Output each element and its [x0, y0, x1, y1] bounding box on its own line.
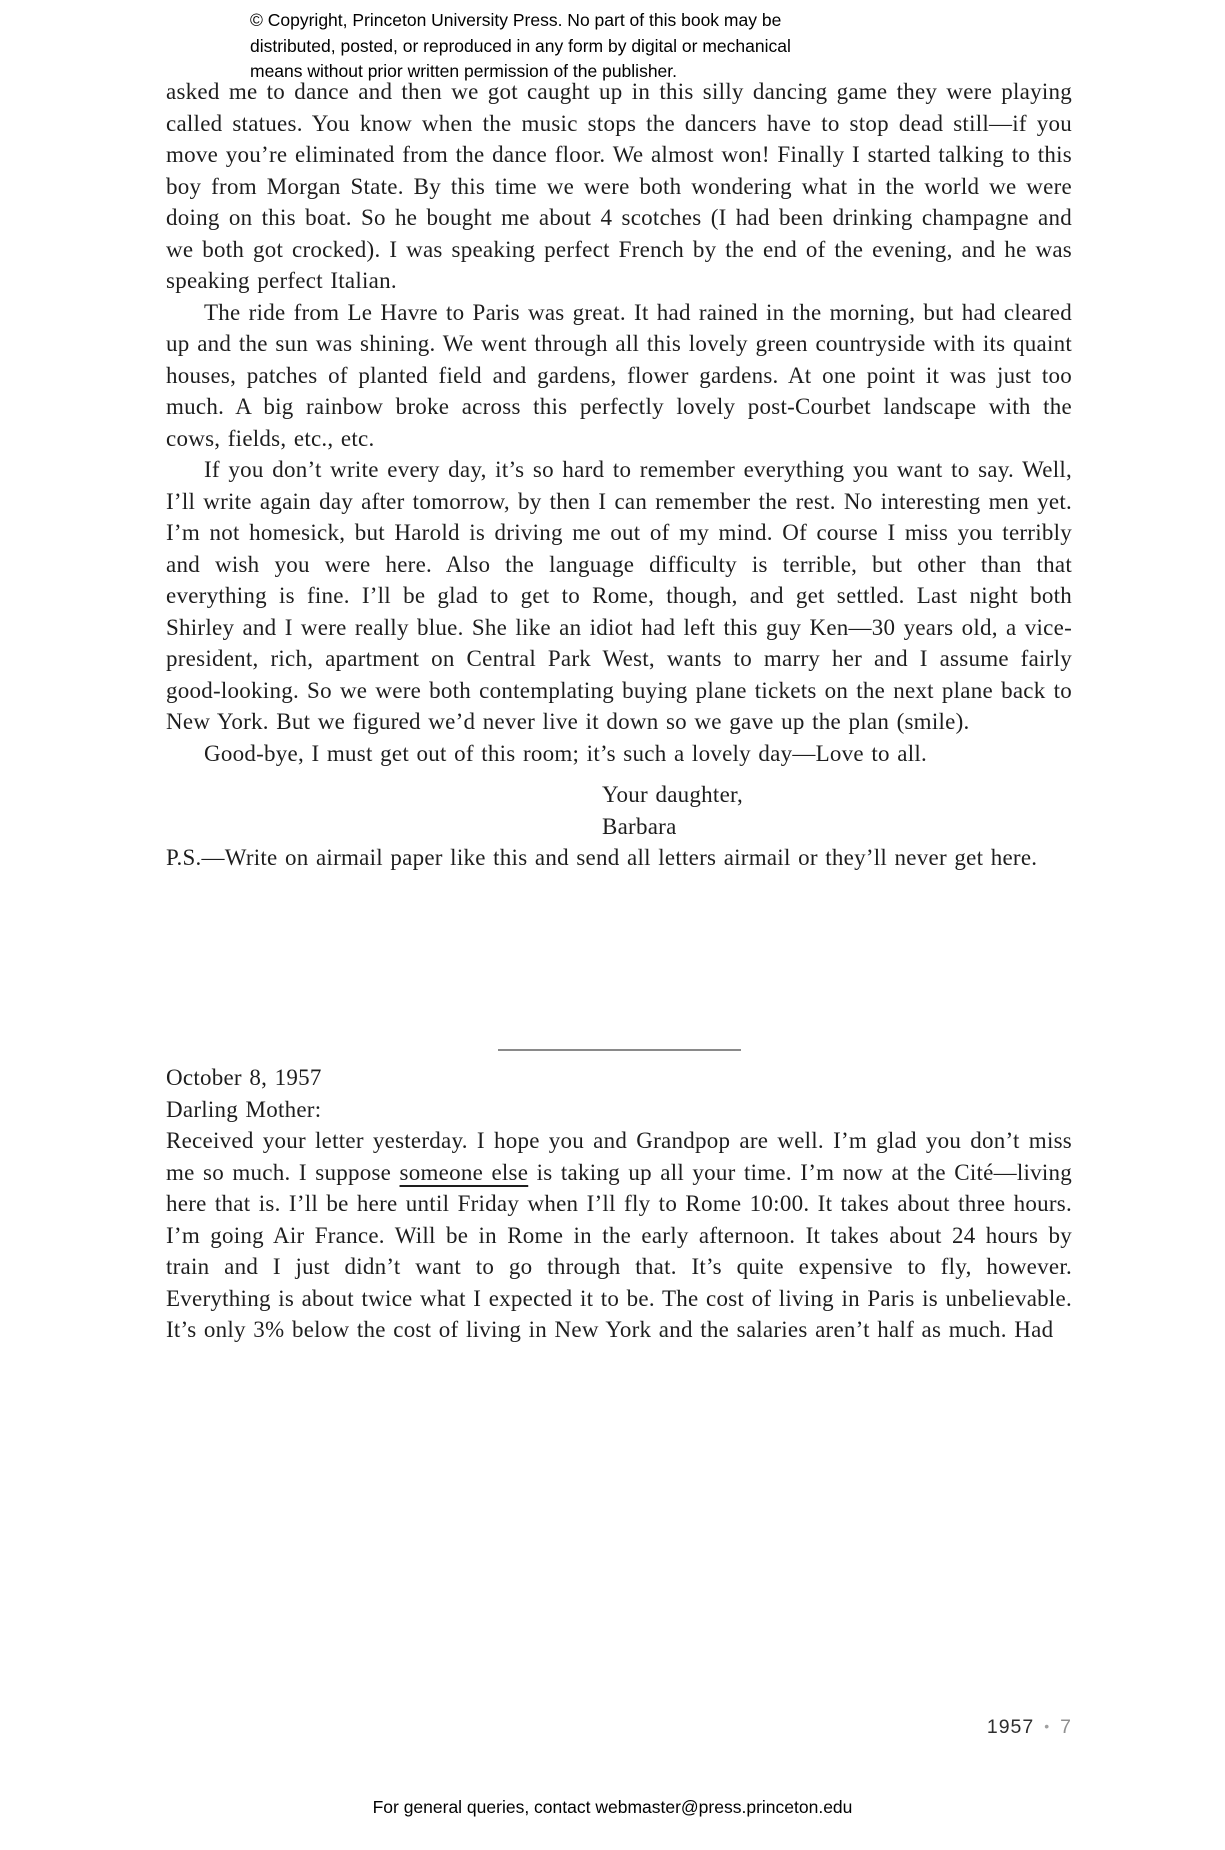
- letter-date: October 8, 1957: [166, 1065, 322, 1090]
- letter-text-column: [166, 76, 1072, 1346]
- signoff-line: Your daughter,: [602, 782, 744, 807]
- section-divider: [498, 1049, 741, 1051]
- letter-paragraph: Good-bye, I must get out of this room; it’s such a lovely day—Love to all.: [204, 740, 928, 766]
- postscript: P.S.—Write on airmail paper like this and send all letters airmail or they’ll never get here.: [166, 845, 1038, 870]
- copyright-line: © Copyright, Princeton University Press. No part of this book may be: [250, 10, 782, 30]
- letter-salutation: Darling Mother:: [166, 1096, 322, 1122]
- general-queries-line: For general queries, contact webmaster@press.princeton.edu: [372, 1797, 853, 1817]
- letter-paragraph: asked me to dance and then we got caught up in this silly dancing game they were playing called statues. You know when the music stops the dancers have to stop dead still—if you move you’re eliminated from the dance floor. We almost won! Finally I started talking to this boy from Morgan State. By this time we were both wondering what in the world we were doing on this boat. So he bought me about 4 scotches (I had been drinking champagne and we both got crocked). I was speaking perfect French by the end of the evening, and he was speaking perfect Italian.: [166, 79, 1072, 293]
- letter-text-segment: is taking up all your time. I’m now at the Cité—living here that is. I’ll be here until Friday when I’ll fly to Rome 10:00. It takes about three hours. I’m going Air France. Will be in Rome in the early afternoon. It takes about 24 hours by train and I just didn’t want to go through that. It’s quite expensive to fly, however. Everything is about twice what I expected it to be. The cost of living in Paris is unbelievable. It’s only 3% below the cost of living in New York and the salaries aren’t half as much. Had: [166, 1159, 1073, 1342]
- signoff-name: Barbara: [602, 813, 677, 839]
- copyright-notice: [250, 8, 791, 85]
- letter-paragraph: [166, 1125, 1072, 1346]
- copyright-line: distributed, posted, or reproduced in any form by digital or mechanical: [250, 35, 791, 56]
- copyright-line: means without prior written permission of the publisher.: [250, 61, 678, 81]
- letter-paragraph: If you don’t write every day, it’s so hard to remember everything you want to say. Well, I’ll write again day after tomorrow, by then I can remember the rest. No interesting men yet. I’m not homesick, but Harold is driving me out of my mind. Of course I miss you terribly and wish you were here. Also the language difficulty is terrible, but other than that everything is fine. I’ll be glad to get to Rome, though, and get settled. Last night both Shirley and I were really blue. She like an idiot had left this guy Ken—30 years old, a vice-president, rich, apartment on Central Park West, wants to marry her and I assume fairly good-looking. So we were both contemplating buying plane tickets on the next plane back to New York. But we figured we’d never live it down so we gave up the plan (smile).: [166, 457, 1072, 734]
- letter-signoff: [602, 779, 1072, 842]
- running-footer: [987, 1716, 1072, 1739]
- footer-page-number: 7: [1060, 1716, 1072, 1738]
- underlined-phrase: someone else: [399, 1159, 529, 1185]
- footer-year: 1957: [986, 1716, 1035, 1738]
- letter-paragraph: The ride from Le Havre to Paris was great. It had rained in the morning, but had cleared up and the sun was shining. We went through all this lovely green countryside with its quaint houses, patches of planted field and gardens, flower gardens. At one point it was just too much. A big rainbow broke across this perfectly lovely post-Courbet landscape with the cows, fields, etc., etc.: [166, 299, 1072, 451]
- footer-separator-dot: •: [1044, 1718, 1051, 1734]
- letter-text-segment: Received your letter yesterday. I hope you and Grandpop are well. I’m glad you don’t miss me so much. I suppose: [166, 1128, 1072, 1185]
